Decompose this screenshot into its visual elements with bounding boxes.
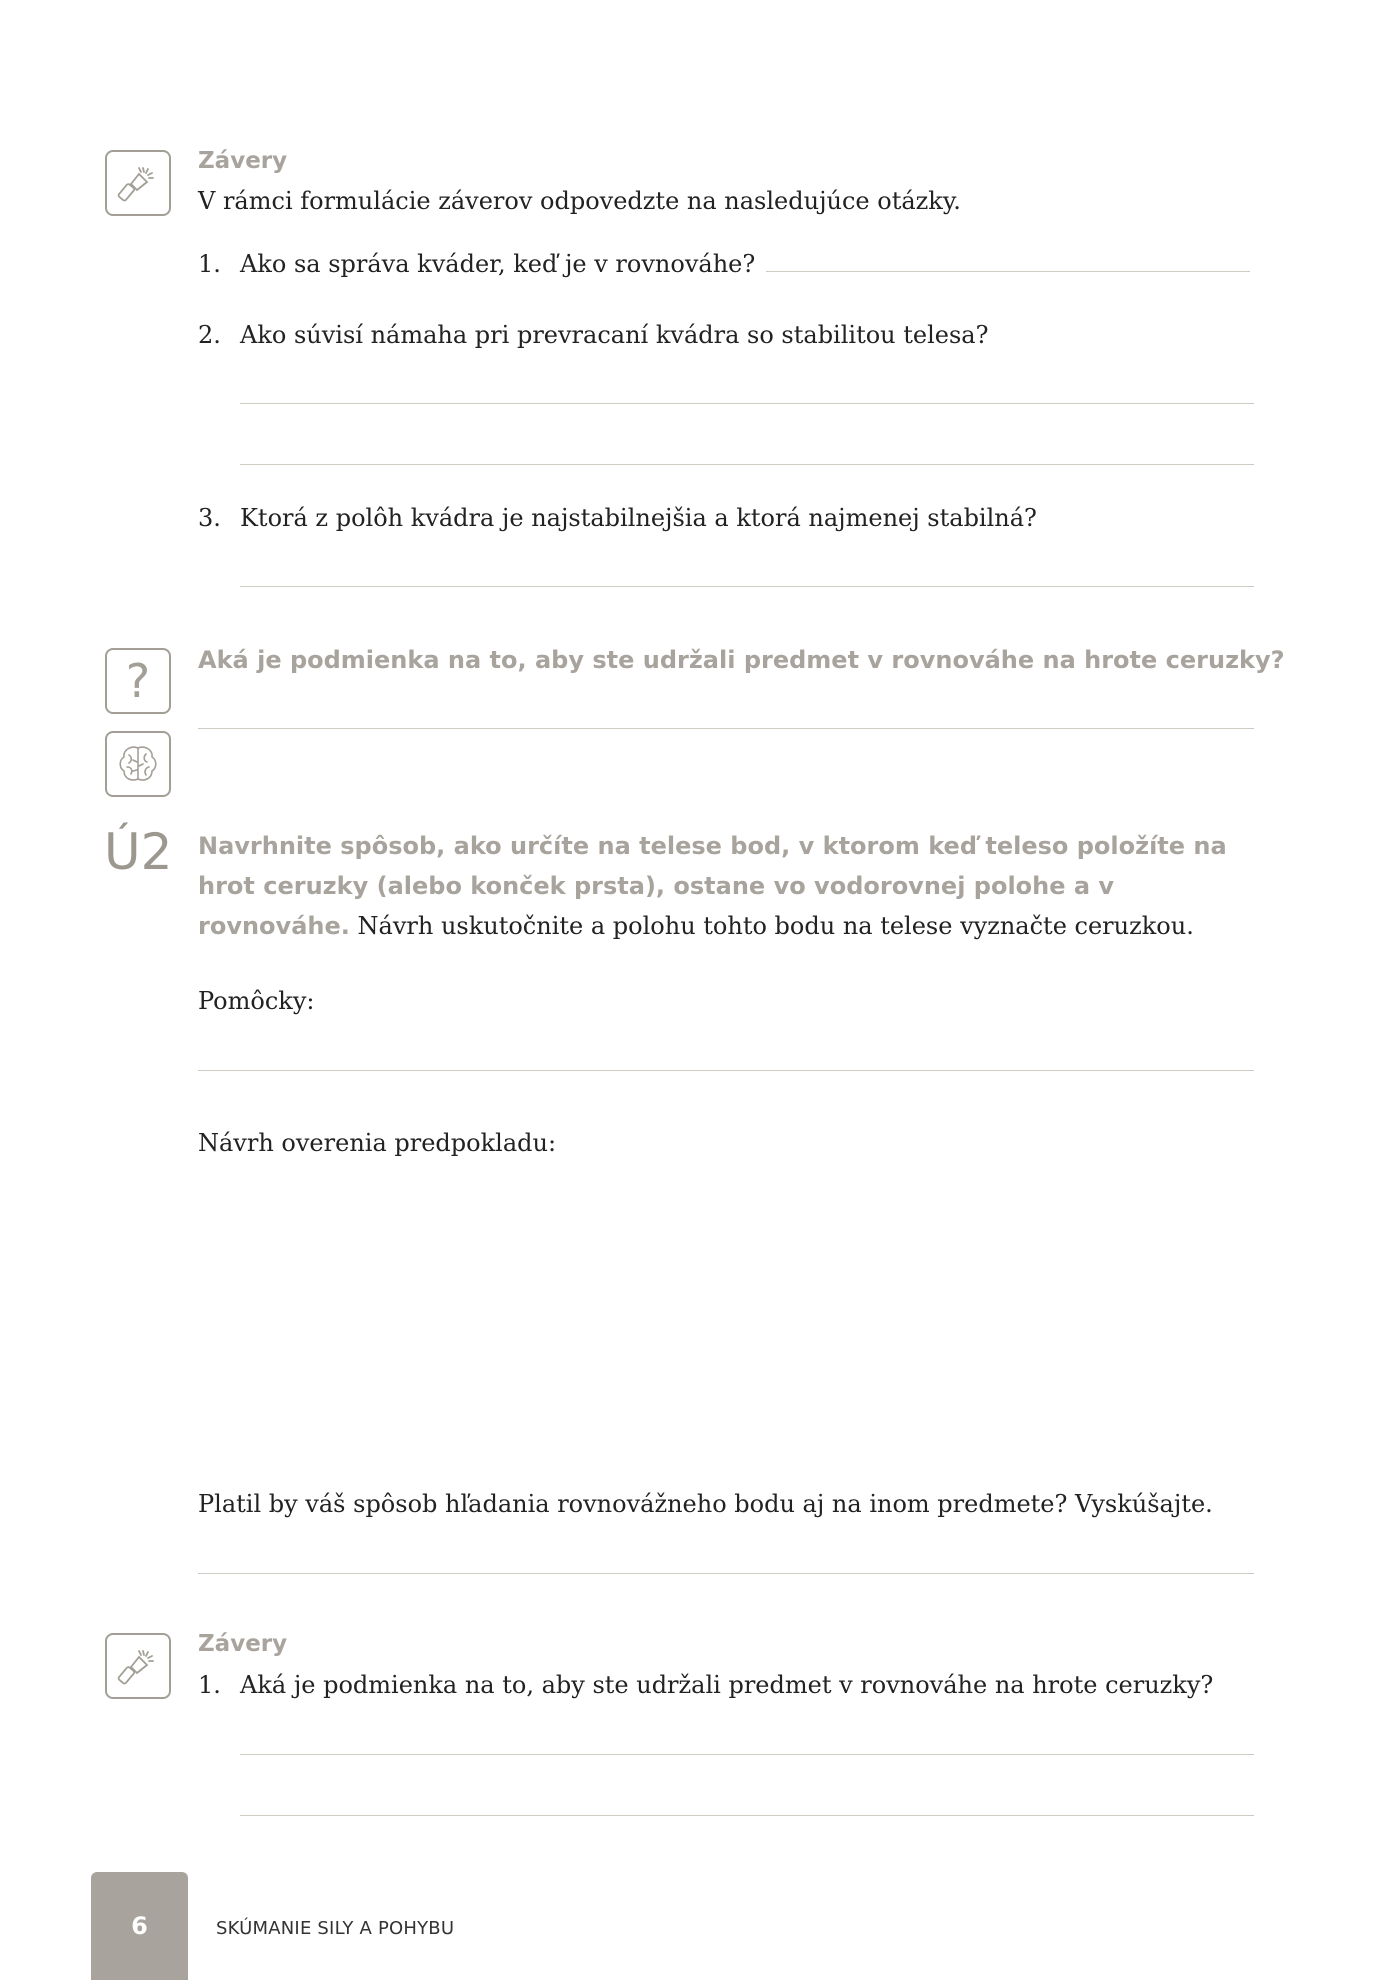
- question-number: 1.: [198, 1671, 221, 1699]
- question-1: [198, 1670, 1213, 1700]
- task-label: Ú2: [104, 823, 173, 881]
- conclusions-intro: V rámci formulácie záverov odpovedzte na nasledujúce otázky.: [198, 187, 961, 215]
- answer-line[interactable]: [240, 1815, 1254, 1816]
- question-icon: [105, 648, 171, 714]
- brain-icon: [105, 731, 171, 797]
- footer-title: SKÚMANIE SILY A POHYBU: [216, 1918, 455, 1939]
- answer-line[interactable]: [240, 403, 1254, 404]
- question-3: [198, 503, 1037, 533]
- page-number: 6: [131, 1912, 148, 1940]
- other-object-question: Platil by váš spôsob hľadania rovnovážneho bodu aj na inom predmete? Vyskúšajte.: [198, 1490, 1213, 1518]
- question-text: Ako sa správa kváder, keď je v rovnováhe?: [240, 250, 756, 278]
- answer-line[interactable]: [198, 728, 1254, 729]
- verification-answer-area[interactable]: [198, 1170, 1254, 1470]
- conclusions-heading: Závery: [198, 148, 288, 174]
- answer-line[interactable]: [240, 464, 1254, 465]
- task-instruction-normal: Návrh uskutočnite a polohu tohto bodu na telese vyznačte ceruzkou.: [357, 912, 1194, 940]
- question-number: 3.: [198, 504, 221, 532]
- question-text: Ktorá z polôh kvádra je najstabilnejšia a ktorá najmenej stabilná?: [240, 504, 1037, 532]
- question-mark-glyph: ?: [125, 654, 151, 708]
- flashlight-icon: [105, 1633, 171, 1699]
- conclusions-heading: Závery: [198, 1631, 288, 1657]
- question-1: [198, 249, 755, 279]
- question-text: Aká je podmienka na to, aby ste udržali predmet v rovnováhe na hrote ceruzky?: [240, 1671, 1214, 1699]
- answer-line[interactable]: [766, 271, 1250, 272]
- answer-line[interactable]: [240, 586, 1254, 587]
- question-text: Ako súvisí námaha pri prevracaní kvádra so stabilitou telesa?: [240, 321, 989, 349]
- question-2: [198, 320, 988, 350]
- page-number-tab: [91, 1872, 188, 1980]
- task-description: [198, 826, 1258, 946]
- task-instruction-bold: Navrhnite spôsob, ako určíte na telese bod, v ktorom keď teleso položíte na hrot ceruzky (alebo konček prsta), ostane vo vodorovnej polohe a v rovnováhe.: [198, 832, 1227, 940]
- tools-label: Pomôcky:: [198, 987, 315, 1015]
- hypothesis-question: Aká je podmienka na to, aby ste udržali predmet v rovnováhe na hrote ceruzky?: [198, 646, 1285, 674]
- answer-line[interactable]: [198, 1573, 1254, 1574]
- question-number: 1.: [198, 250, 221, 278]
- answer-line[interactable]: [198, 1070, 1254, 1071]
- flashlight-icon: [105, 150, 171, 216]
- answer-line[interactable]: [240, 1754, 1254, 1755]
- verification-label: Návrh overenia predpokladu:: [198, 1129, 557, 1157]
- question-number: 2.: [198, 321, 221, 349]
